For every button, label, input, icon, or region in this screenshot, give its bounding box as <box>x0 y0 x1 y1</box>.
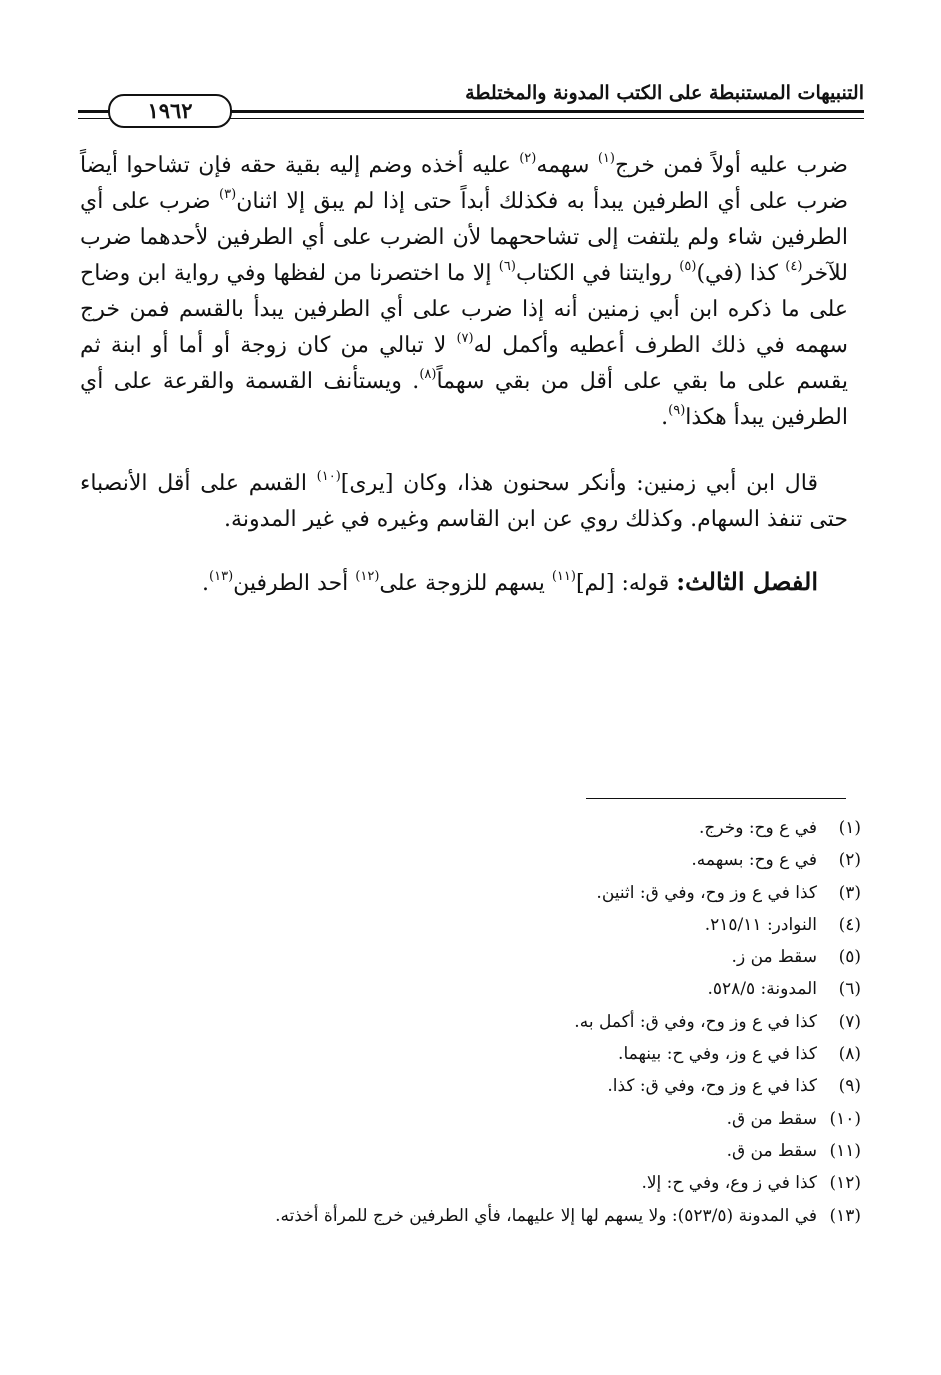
text-segment: روايتنا في الكتاب <box>515 261 680 286</box>
page-number: ١٩٦٢ <box>108 94 232 128</box>
footnote-number: (١) <box>838 818 861 838</box>
footnote-ref-6: (٦) <box>498 258 516 274</box>
footnote-ref-13: (١٣) <box>209 568 234 584</box>
footnote-number: (٢) <box>838 850 861 871</box>
footnote-text: النوادر: ٢١٥/١١. <box>704 914 817 935</box>
footnote-number: (٥) <box>838 947 861 968</box>
footnote-text: في ع وح: وخرج. <box>698 818 817 838</box>
text-segment: أحد الطرفين <box>233 571 356 596</box>
footnote-text: المدونة: ٥٢٨/٥. <box>707 979 817 1000</box>
text-segment: . <box>202 571 210 596</box>
footnote-item <box>121 1038 861 1070</box>
footnote-number: (٣) <box>838 882 861 903</box>
footnote-number: (٦) <box>838 979 861 1000</box>
running-title: التنبيهات المستنبطة على الكتب المدونة والمختلطة <box>465 82 864 104</box>
footnote-number: (١٢) <box>829 1173 861 1194</box>
footnote-ref-4: (٤) <box>785 258 803 274</box>
footnote-item <box>121 877 861 909</box>
footnotes <box>121 812 861 1232</box>
footnote-item <box>121 1070 861 1102</box>
footnote-item <box>121 941 861 973</box>
footnote-ref-9: (٩) <box>668 402 686 418</box>
footnote-text: في المدونة (٥٢٣/٥): ولا يسهم لها إلا عليهما، فأي الطرفين خرج للمرأة أخذته. <box>275 1205 817 1226</box>
text-segment: . ويستأنف القسمة والقرعة على أي الطرفين يبدأ هكذا <box>80 369 848 430</box>
footnote-text: سقط من ق. <box>726 1108 817 1129</box>
footnote-ref-2: (٢) <box>519 150 537 166</box>
footnote-number: (٩) <box>838 1076 861 1097</box>
footnote-ref-11: (١١) <box>551 568 576 584</box>
footnote-text: سقط من ق. <box>726 1140 817 1161</box>
footnote-number: (٧) <box>838 1011 861 1032</box>
footnote-ref-8: (٨) <box>419 366 437 382</box>
footnote-item <box>121 1200 861 1232</box>
text-segment: سهمه <box>536 153 598 178</box>
text-segment: القسم على أقل الأنصباء حتى تنفذ السهام. وكذلك روي عن ابن القاسم وغيره في غير المدونة. <box>80 471 848 532</box>
footnote-ref-7: (٧) <box>456 330 474 346</box>
footnote-ref-10: (١٠) <box>316 468 341 484</box>
footnote-item <box>121 844 861 876</box>
text-segment: يسهم للزوجة على <box>379 571 552 596</box>
footnote-item <box>121 973 861 1005</box>
footnote-item <box>121 1103 861 1135</box>
footnote-number: (٤) <box>838 914 861 935</box>
page-header <box>78 82 864 142</box>
footnote-divider <box>586 798 846 799</box>
footnote-text: سقط من ز. <box>731 947 817 968</box>
footnote-text: كذا في ع وز وح، وفي ق: اثنين. <box>596 882 817 903</box>
paragraph-2 <box>80 466 848 538</box>
footnote-ref-3: (٣) <box>219 186 237 202</box>
text-segment: قال ابن أبي زمنين: وأنكر سحنون هذا، وكان [يرى] <box>340 471 818 496</box>
text-segment: . <box>661 405 669 430</box>
paragraph-3 <box>80 564 848 602</box>
footnote-item <box>121 1167 861 1199</box>
footnote-number: (١٠) <box>829 1108 861 1129</box>
footnote-text: كذا في ز وع، وفي ح: إلا. <box>641 1173 817 1194</box>
text-segment: عليه أخذه وضم إليه بقية حقه فإن تشاحوا أيضاً ضرب على أي الطرفين يبدأ به فكذلك أبداً حتى إذا لم يبق إلا اثنان <box>80 153 849 214</box>
text-segment: لا تبالي من كان زوجة أو أما أو ابنة ثم يقسم على ما بقي على أقل من بقي سهماً <box>80 333 848 394</box>
text-segment: إلا ما اختصرنا من لفظها وفي رواية ابن وضاح على ما ذكره ابن أبي زمنين أنه إذا ضرب على أي الطرفين يبدأ بالقسم فمن خرج سهمه في ذلك الطرف أعطيه وأكمل له <box>80 261 848 358</box>
footnote-ref-5: (٥) <box>679 258 697 274</box>
footnote-ref-12: (١٢) <box>355 568 380 584</box>
footnote-item <box>121 1135 861 1167</box>
text-segment: ضرب على أي الطرفين شاء ولم يلتفت إلى تشاححهما لأن الضرب على أي الطرفين لأحدهما ضرب للآخر <box>80 189 848 286</box>
footnote-number: (١٣) <box>829 1205 861 1226</box>
footnote-text: كذا في ع وز وح، وفي ق: كذا. <box>607 1076 817 1097</box>
footnote-item <box>121 909 861 941</box>
footnote-item <box>121 812 861 844</box>
footnote-number: (٨) <box>838 1044 861 1065</box>
section-heading: الفصل الثالث: <box>676 567 818 596</box>
footnote-number: (١١) <box>829 1140 861 1161</box>
text-segment: قوله: [لم] <box>575 571 677 596</box>
text-segment: ضرب عليه أولاً فمن خرج <box>614 153 848 178</box>
text-segment: كذا (في) <box>696 261 786 286</box>
footnote-text: كذا في ع وز، وفي ح: بينهما. <box>618 1044 817 1065</box>
main-text <box>80 148 848 602</box>
footnote-ref-1: (١) <box>597 150 615 166</box>
paragraph-1 <box>80 148 848 436</box>
footnote-item <box>121 1006 861 1038</box>
footnote-text: كذا في ع وز وح، وفي ق: أكمل به. <box>574 1011 817 1032</box>
footnote-text: في ع وح: بسهمه. <box>691 850 817 871</box>
